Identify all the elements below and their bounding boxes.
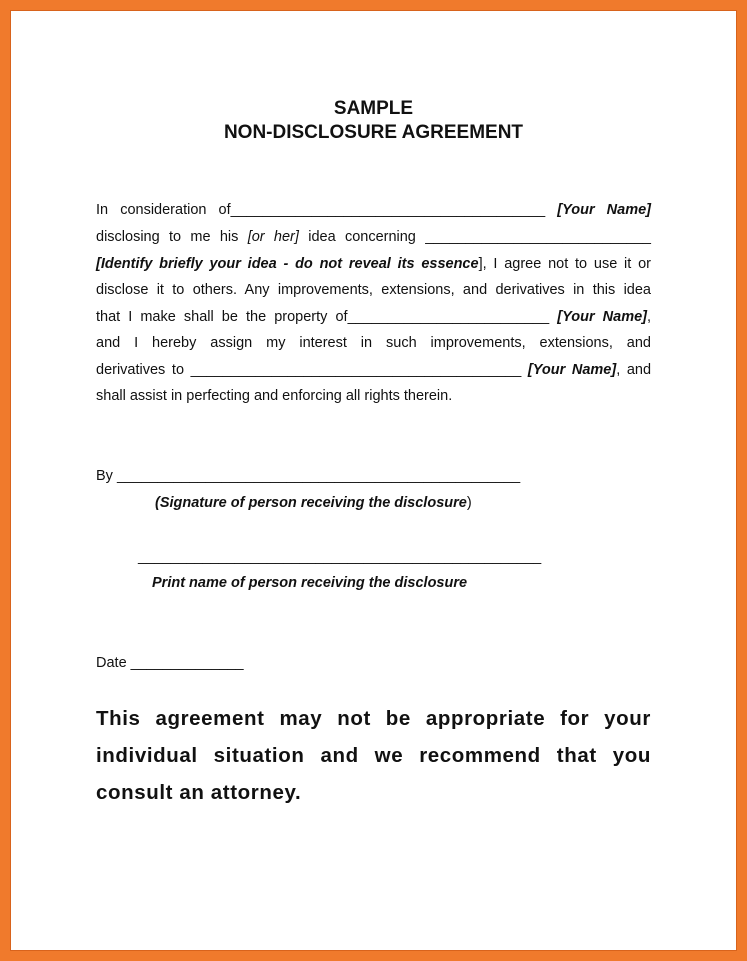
date-blank: ______________ <box>130 655 244 671</box>
your-name-placeholder: [Your Name] <box>527 362 617 378</box>
body-line-5 <box>96 308 651 326</box>
signature-caption-paren: ) <box>466 495 472 511</box>
print-name-blank: __________________________________________________ <box>138 549 542 565</box>
disclaimer-line-3: consult an attorney. <box>96 781 302 804</box>
body-line-8: shall assist in perfecting and enforcing all rights therein. <box>96 388 453 404</box>
body-text: In consideration of <box>96 202 231 218</box>
by-label: By <box>96 468 113 484</box>
disclaimer-line-1: This agreement may not be appropriate for your <box>96 707 651 730</box>
signature-line <box>96 467 520 485</box>
body-text: , and <box>616 362 652 378</box>
print-name-caption: Print name of person receiving the disclosure <box>152 575 468 591</box>
body-line-4: disclose it to others. Any improvements, extensions, and derivatives in this idea <box>96 282 651 298</box>
body-line-6: and I hereby assign my interest in such improvements, extensions, and <box>96 335 651 351</box>
body-text: ] <box>478 256 483 272</box>
disclaimer-line-2: individual situation and we recommend that you <box>96 744 651 767</box>
body-text: idea concerning <box>308 229 416 245</box>
idea-blank: ____________________________ <box>425 229 652 245</box>
body-line-3 <box>96 255 651 273</box>
body-text: , I agree not to use it or <box>482 256 651 272</box>
body-text: that I make shall be the property of <box>96 309 348 325</box>
document-title-sample: SAMPLE <box>333 98 414 119</box>
body-line-1 <box>96 201 651 219</box>
signature-caption-text: (Signature of person receiving the disclosure <box>155 495 467 511</box>
body-text: disclosing to me his <box>96 229 239 245</box>
your-name-placeholder: [Your Name] <box>557 202 652 218</box>
date-line <box>96 654 244 672</box>
document-title-nda: NON-DISCLOSURE AGREEMENT <box>223 122 524 143</box>
body-line-7 <box>96 361 651 379</box>
signature-blank: __________________________________________________ <box>116 468 521 484</box>
body-text: , <box>646 309 652 325</box>
property-blank: _________________________ <box>347 309 550 325</box>
date-label: Date <box>96 655 127 671</box>
your-name-placeholder: [Your Name] <box>557 309 647 325</box>
assignee-blank: _________________________________________ <box>190 362 522 378</box>
body-text: derivatives to <box>96 362 185 378</box>
signature-caption <box>155 494 472 512</box>
identify-idea-placeholder: [Identify briefly your idea - do not reveal its essence <box>96 256 479 272</box>
body-line-2 <box>96 228 651 246</box>
name-blank: _______________________________________ <box>230 202 546 218</box>
or-her-placeholder: [or her] <box>247 229 299 245</box>
